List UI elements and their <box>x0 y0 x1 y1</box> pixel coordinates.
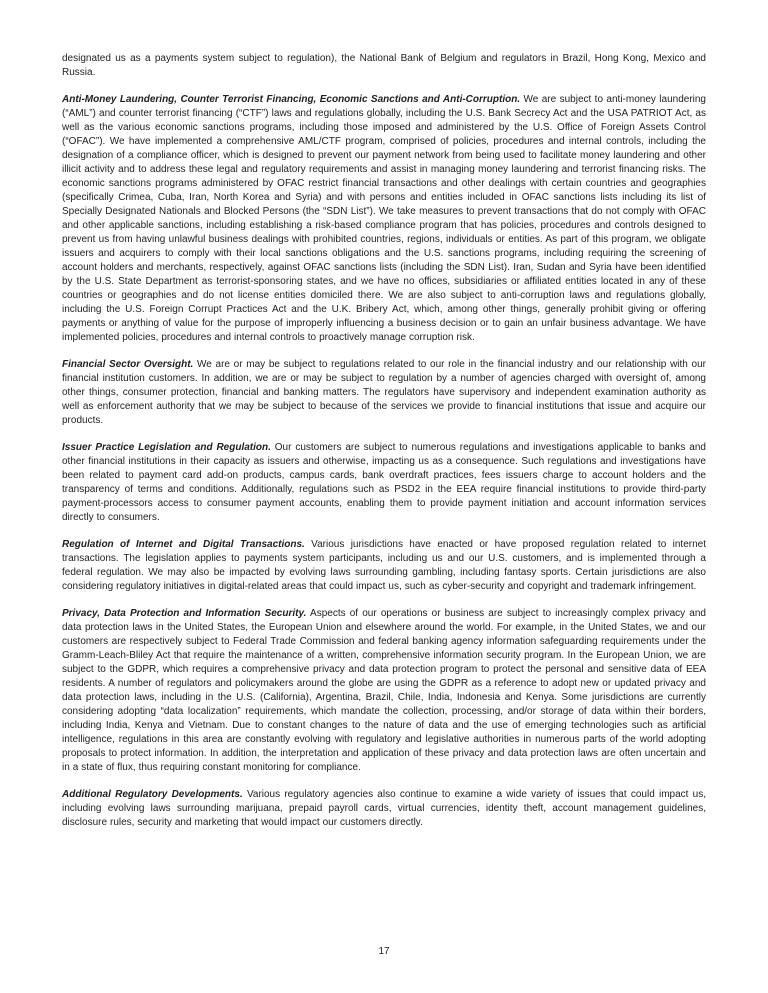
paragraph-text: Our customers are subject to numerous regulations and investigations applicable to banks and other financial institutions in their capacity as issuers and otherwise, impacting us as a consequence. Such regulations and investigations have been related to payment card add-on products, campus cards, bank overdraft practices, fees issuers charge to account holders and the transparency of terms and conditions. Additionally, regulations such as PSD2 in the EEA require financial institutions to provide third-party payment-processors access to consumer payment accounts, enabling them to provide payment initiation and account information services directly to consumers. <box>62 442 706 523</box>
paragraph-text: Various regulatory agencies also continue to examine a wide variety of issues that could impact us, including evolving laws surrounding marijuana, prepaid payroll cards, virtual currencies, identity theft, account management guidelines, disclosure rules, security and marketing that would impact our customers directly. <box>62 789 707 828</box>
paragraph-text: designated us as a payments system subject to regulation), the National Bank of Belgium and regulators in Brazil, Hong Kong, Mexico and Russia. <box>62 53 706 78</box>
section-heading-internet-digital-transactions: Regulation of Internet and Digital Transactions. <box>62 539 305 550</box>
section-heading-issuer-practice: Issuer Practice Legislation and Regulation. <box>62 442 271 453</box>
section-heading-additional-regulatory-developments: Additional Regulatory Developments. <box>62 789 243 800</box>
paragraph-text: We are or may be subject to regulations related to our role in the financial industry and our relationship with our financial institution customers. In addition, we are or may be subject to regulation by a number of agencies charged with oversight of, among other things, consumer protection, financial and banking matters. The regulators have supervisory and independent examination authority as well as enforcement authority that we may be subject to because of the services we provide to financial institutions that issue and acquire our products. <box>62 359 706 426</box>
section-heading-anti-money-laundering: Anti-Money Laundering, Counter Terrorist Financing, Economic Sanctions and Anti-Corruption. <box>62 94 521 105</box>
para-privacy-data-protection <box>62 607 706 775</box>
para-anti-money-laundering <box>62 93 706 345</box>
page-number: 17 <box>378 946 390 957</box>
para-financial-sector-oversight <box>62 358 706 428</box>
para-additional-regulatory-developments <box>62 788 706 830</box>
para-internet-digital-transactions <box>62 538 706 594</box>
para-issuer-practice <box>62 441 706 525</box>
paragraph-text: We are subject to anti-money laundering (“AML”) and counter terrorist financing (“CTF”) laws and regulations globally, including the U.S. Bank Secrecy Act and the USA PATRIOT Act, as well as the various economic sanctions programs, including those imposed and administered by the U.S. Office of Foreign Assets Control (“OFAC”). We have implemented a comprehensive AML/CTF program, comprised of policies, procedures and internal controls, including the designation of a compliance officer, which is designed to prevent our payment network from being used to facilitate money laundering and other illicit activity and to address these legal and regulatory requirements and assist in managing money laundering and terrorist financing risks. The economic sanctions programs administered by OFAC restrict financial transactions and other dealings with certain countries and geographies (specifically Crimea, Cuba, Iran, North Korea and Syria) and with persons and entities included in OFAC sanctions lists including its list of Specially Designated Nationals and Blocked Persons (the “SDN List”). We take measures to prevent transactions that do not comply with OFAC and other applicable sanctions, including establishing a risk-based compliance program that has policies, procedures and controls designed to prevent us from having unlawful business dealings with prohibited countries, regions, individuals or entities. As part of this program, we obligate issuers and acquirers to comply with their local sanctions obligations and the U.S. sanctions programs, including requiring the screening of account holders and merchants, respectively, against OFAC sanctions lists (including the SDN List). Iran, Sudan and Syria have been identified by the U.S. State Department as terrorist-sponsoring states, and we have no offices, subsidiaries or affiliated entities located in any of these countries or geographies and do not license entities domiciled there. We are also subject to anti-corruption laws and regulations globally, including the U.S. Foreign Corrupt Practices Act and the U.K. Bribery Act, which, among other things, generally prohibit giving or offering payments or anything of value for the purpose of improperly influencing a business decision or to gain an unfair business advantage. We have implemented policies, procedures and internal controls to proactively manage corruption risk. <box>62 94 706 343</box>
section-heading-financial-sector-oversight: Financial Sector Oversight. <box>62 359 194 370</box>
paragraph-text: Various jurisdictions have enacted or have proposed regulation related to internet transactions. The legislation applies to payments system participants, including us and our U.S. customers, and is implemented through a federal regulation. We may also be impacted by evolving laws surrounding gambling, including fantasy sports. Certain jurisdictions are also considering regulatory initiatives in digital-related areas that could impact us, such as cyber-security and copyright and trademark infringement. <box>62 539 706 592</box>
section-heading-privacy-data-protection: Privacy, Data Protection and Information Security. <box>62 608 307 619</box>
paragraph-text: Aspects of our operations or business are subject to increasingly complex privacy and data protection laws in the United States, the European Union and elsewhere around the world. For example, in the United States, we and our customers are respectively subject to Federal Trade Commission and federal banking agency information safeguarding requirements under the Gramm-Leach-Bliley Act that require the maintenance of a written, comprehensive information security program. In the European Union, we are subject to the GDPR, which requires a comprehensive privacy and data protection program to protect the personal and sensitive data of EEA residents. A number of regulators and policymakers around the globe are using the GDPR as a reference to adopt new or updated privacy and data protection laws, including in the U.S. (California), Argentina, Brazil, Chile, India, Indonesia and Kenya. Some jurisdictions are currently considering adopting “data localization” requirements, which mandate the collection, processing, and/or storage of data within their borders, including India, Kenya and Vietnam. Due to constant changes to the nature of data and the use of emerging technologies such as artificial intelligence, regulations in this area are constantly evolving with regulatory and legislative authorities in numerous parts of the world adopting proposals to protect information. In addition, the interpretation and application of these privacy and data protection laws are often uncertain and in a state of flux, thus requiring constant monitoring for compliance. <box>62 608 706 773</box>
para-continuation <box>62 52 706 80</box>
